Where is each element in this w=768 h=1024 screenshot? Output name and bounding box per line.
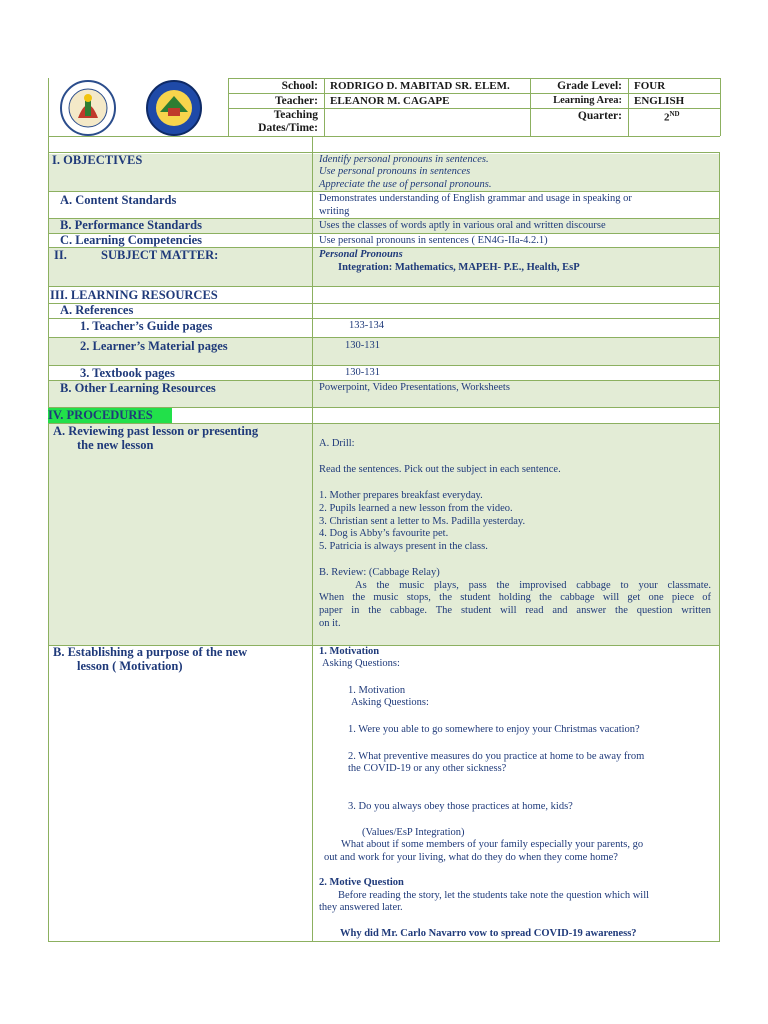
- subject-matter-label: SUBJECT MATTER:: [101, 248, 219, 262]
- asking-questions: Asking Questions:: [322, 658, 400, 669]
- question-2-line-2: the COVID-19 or any other sickness?: [348, 763, 507, 774]
- objective-1: Identify personal pronouns in sentences.: [319, 154, 489, 165]
- quarter-number: 2: [664, 111, 670, 124]
- drill-title: A. Drill:: [319, 438, 355, 449]
- asking-inner: Asking Questions:: [351, 697, 429, 708]
- school-value: RODRIGO D. MABITAD SR. ELEM.: [330, 80, 510, 92]
- motive-line-2: they answered later.: [319, 902, 403, 913]
- content-standards-line1: Demonstrates understanding of English grammar and usage in speaking or: [319, 193, 632, 204]
- tb-value: 130-131: [345, 367, 380, 378]
- review-line-3: paper in the cabbage. The student will read and answer the question written: [319, 605, 711, 616]
- review-line-1: As the music plays, pass the improvised cabbage to your classmate.: [355, 580, 711, 591]
- procedure-a-label-2: the new lesson: [77, 438, 154, 452]
- subject-integration: Integration: Mathematics, MAPEH- P.E., Health, EsP: [338, 262, 580, 273]
- grade-label: Grade Level:: [557, 80, 622, 92]
- review-line-4: on it.: [319, 618, 341, 629]
- tb-label: 3. Textbook pages: [80, 366, 175, 380]
- drill-instruction: Read the sentences. Pick out the subject in each sentence.: [319, 464, 561, 475]
- header-logos: [48, 78, 228, 138]
- procedures-label: IV. PROCEDURES: [48, 408, 153, 422]
- drill-sentence-3: 3. Christian sent a letter to Ms. Padilla yesterday.: [319, 516, 526, 527]
- review-title: B. Review: (Cabbage Relay): [319, 567, 440, 578]
- area-value: ENGLISH: [634, 95, 685, 107]
- lm-value: 130-131: [345, 340, 380, 351]
- question-3: 3. Do you always obey those practices at home, kids?: [348, 801, 573, 812]
- motivation-inner: 1. Motivation: [348, 685, 406, 696]
- performance-standards-text: Uses the classes of words aptly in various oral and written discourse: [319, 220, 606, 231]
- subject-matter-num: II.: [54, 248, 67, 262]
- other-resources-label: B. Other Learning Resources: [60, 381, 216, 395]
- motive-line-1: Before reading the story, let the students take note the question which will: [338, 890, 650, 901]
- objectives-label: I. OBJECTIVES: [52, 153, 143, 167]
- drill-sentence-4: 4. Dog is Abby’s favourite pet.: [319, 528, 449, 539]
- values-line-1: What about if some members of your family especially your parents, go: [341, 839, 644, 850]
- subject-topic: Personal Pronouns: [319, 249, 403, 260]
- other-resources-value: Powerpoint, Video Presentations, Worksheets: [319, 382, 510, 393]
- area-label: Learning Area:: [553, 95, 622, 106]
- tg-value: 133-134: [349, 320, 384, 331]
- drill-sentence-5: 5. Patricia is always present in the class.: [319, 541, 488, 552]
- motive-question-title: 2. Motive Question: [319, 877, 404, 888]
- lm-label: 2. Learner’s Material pages: [80, 339, 228, 353]
- procedure-b-label-2: lesson ( Motivation): [77, 659, 183, 673]
- review-line-2: When the music stops, the student holding the cabbage will get one piece of: [319, 592, 711, 603]
- teacher-value: ELEANOR M. CAGAPE: [330, 95, 450, 107]
- quarter-suffix: ND: [669, 110, 680, 118]
- motive-question: Why did Mr. Carlo Navarro vow to spread COVID-19 awareness?: [340, 928, 637, 939]
- references-label: A. References: [60, 303, 134, 317]
- procedure-a-label-1: A. Reviewing past lesson or presenting: [53, 424, 259, 438]
- question-1: 1. Were you able to go somewhere to enjoy your Christmas vacation?: [348, 724, 640, 735]
- objective-2: Use personal pronouns in sentences: [319, 166, 471, 177]
- dates-label-1: Teaching: [273, 109, 318, 121]
- grade-value: FOUR: [634, 80, 666, 92]
- content-standards-line2: writing: [319, 206, 350, 217]
- competencies-label: C. Learning Competencies: [60, 233, 202, 247]
- division-seal-icon: [134, 78, 214, 138]
- quarter-value: [664, 110, 680, 124]
- content-standards-label: A. Content Standards: [60, 193, 177, 207]
- resources-label: III. LEARNING RESOURCES: [50, 288, 218, 302]
- drill-sentence-1: 1. Mother prepares breakfast everyday.: [319, 490, 483, 501]
- values-integration: (Values/EsP Integration): [362, 827, 465, 838]
- performance-standards-label: B. Performance Standards: [60, 218, 202, 232]
- drill-sentence-2: 2. Pupils learned a new lesson from the video.: [319, 503, 513, 514]
- competencies-text: Use personal pronouns in sentences ( EN4G-IIa-4.2.1): [319, 235, 548, 246]
- tg-label: 1. Teacher’s Guide pages: [80, 319, 213, 333]
- question-2-line-1: 2. What preventive measures do you practice at home to be away from: [348, 751, 645, 762]
- dates-label-2: Dates/Time:: [258, 122, 318, 134]
- school-label: School:: [281, 80, 318, 92]
- quarter-label: Quarter:: [577, 110, 622, 122]
- teacher-label: Teacher:: [274, 95, 318, 107]
- deped-seal-icon: [48, 78, 128, 138]
- motivation-title: 1. Motivation: [319, 646, 380, 657]
- values-line-2: out and work for your living, what do they do when they come home?: [324, 852, 618, 863]
- objective-3: Appreciate the use of personal pronouns.: [319, 179, 492, 190]
- procedure-b-label-1: B. Establishing a purpose of the new: [53, 645, 248, 659]
